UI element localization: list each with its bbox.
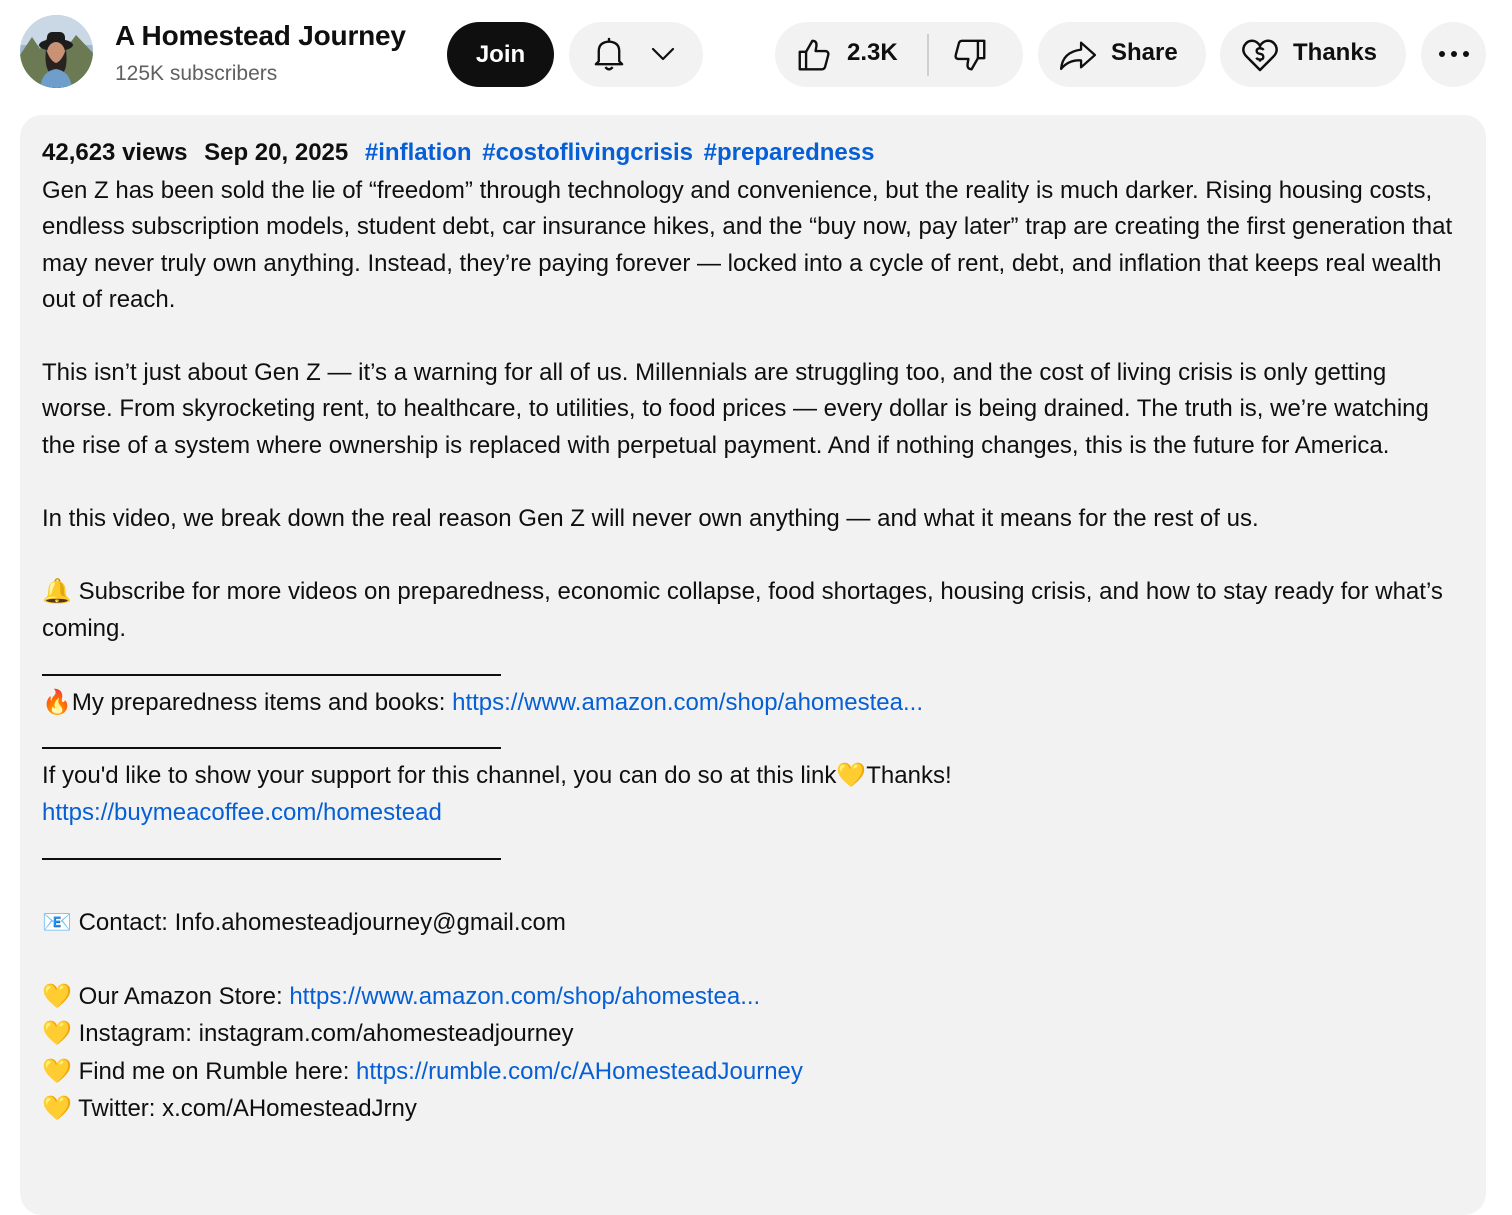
- contact-line: [42, 904, 1462, 941]
- support-link-line: [42, 795, 1462, 831]
- separator-line: [42, 647, 501, 683]
- instagram-line: [42, 1015, 1462, 1052]
- channel-action-bar: [0, 0, 1512, 110]
- separator-line: [42, 831, 501, 867]
- chevron-down-icon: [649, 42, 677, 71]
- description-paragraph: Gen Z has been sold the lie of “freedom” through technology and convenience, but the reality is much darker. Rising housing costs, endless subscription models, student debt, car insurance hikes, and the “buy now, pay later” trap are creating the first generation that may never truly own anything. Instead, they’re paying forever — locked into a cycle of rent, debt, and inflation that keeps real wealth out of reach.: [42, 177, 1453, 314]
- subscribe-line: [42, 573, 1462, 647]
- more-horizontal-icon: [1437, 46, 1471, 64]
- video-description[interactable]: [20, 115, 1486, 1215]
- support-thanks: Thanks!: [866, 762, 952, 790]
- yellow-heart-icon: 💛: [42, 1094, 72, 1123]
- amazon-shop-link[interactable]: https://www.amazon.com/shop/ahomestea...: [452, 688, 923, 716]
- fire-emoji-icon: 🔥: [42, 687, 72, 716]
- amazon-store-line: [42, 978, 1462, 1015]
- upload-date: Sep 20, 2025: [204, 139, 349, 166]
- share-arrow-icon: [1058, 36, 1098, 79]
- yellow-heart-icon: 💛: [42, 1056, 72, 1085]
- thumbs-up-icon: [795, 36, 833, 79]
- dislike-button[interactable]: [929, 22, 1023, 87]
- share-label: Share: [1111, 39, 1178, 66]
- support-line: [42, 757, 1462, 794]
- instagram-text: Instagram: instagram.com/ahomesteadjourney: [78, 1020, 574, 1048]
- support-text: If you'd like to show your support for this channel, you can do so at this link: [42, 762, 837, 790]
- hashtag-link[interactable]: #inflation: [364, 139, 472, 166]
- description-paragraph: In this video, we break down the real reason Gen Z will never own anything — and what it means for the rest of us.: [42, 504, 1259, 532]
- twitter-text: Twitter: x.com/AHomesteadJrny: [78, 1095, 417, 1123]
- thanks-label: Thanks: [1293, 39, 1378, 66]
- like-dislike-group: [775, 22, 1023, 87]
- subscriber-count: 125K subscribers: [115, 62, 278, 85]
- amazon-store-link[interactable]: https://www.amazon.com/shop/ahomestea...: [289, 982, 761, 1010]
- thanks-button[interactable]: [1220, 22, 1406, 87]
- bell-emoji-icon: 🔔: [42, 577, 72, 606]
- more-actions-button[interactable]: [1421, 22, 1486, 87]
- buymeacoffee-link[interactable]: https://buymeacoffee.com/homestead: [42, 798, 442, 826]
- hashtags: [365, 139, 879, 166]
- description-body: [42, 173, 1462, 1127]
- bell-icon: [591, 35, 627, 78]
- hashtag-link[interactable]: #preparedness: [703, 139, 875, 166]
- heart-dollar-icon: [1240, 35, 1280, 80]
- channel-avatar[interactable]: [20, 15, 93, 88]
- twitter-line: [42, 1090, 1462, 1127]
- preparedness-items-line: [42, 684, 1462, 721]
- notification-bell-button[interactable]: [569, 22, 703, 87]
- rumble-link[interactable]: https://rumble.com/c/AHomesteadJourney: [356, 1057, 803, 1085]
- amazon-store-text: Our Amazon Store:: [78, 982, 290, 1010]
- yellow-heart-icon: 💛: [42, 981, 72, 1010]
- like-button[interactable]: [775, 22, 928, 87]
- separator-line: [42, 721, 501, 757]
- rumble-line: [42, 1053, 1462, 1090]
- thumbs-down-icon: [951, 36, 989, 79]
- description-paragraph: This isn’t just about Gen Z — it’s a warning for all of us. Millennials are struggling too, and the cost of living crisis is only getting worse. From skyrocketing rent, to healthcare, to utilities, to food prices — every dollar is being drained. The truth is, we’re watching the rise of a system where ownership is replaced with perpetual payment. And if nothing changes, this is the future for America.: [42, 359, 1429, 459]
- join-button[interactable]: Join: [447, 22, 554, 87]
- description-meta: [42, 139, 878, 167]
- preparedness-items-text: My preparedness items and books:: [71, 688, 453, 716]
- share-button[interactable]: [1038, 22, 1206, 87]
- yellow-heart-icon: 💛: [42, 1019, 72, 1048]
- hashtag-link[interactable]: #costoflivingcrisis: [482, 139, 693, 166]
- email-emoji-icon: 📧: [42, 908, 72, 937]
- yellow-heart-icon: 💛: [836, 761, 867, 790]
- view-count: 42,623 views: [42, 139, 188, 166]
- rumble-text: Find me on Rumble here:: [78, 1057, 357, 1085]
- like-count: 2.3K: [847, 39, 898, 66]
- subscribe-text: Subscribe for more videos on preparedness, economic collapse, food shortages, housing crisis, and how to stay ready for what’s coming.: [42, 578, 1443, 642]
- contact-text: Contact: Info.ahomesteadjourney@gmail.com: [78, 909, 566, 937]
- channel-name[interactable]: A Homestead Journey: [115, 20, 406, 51]
